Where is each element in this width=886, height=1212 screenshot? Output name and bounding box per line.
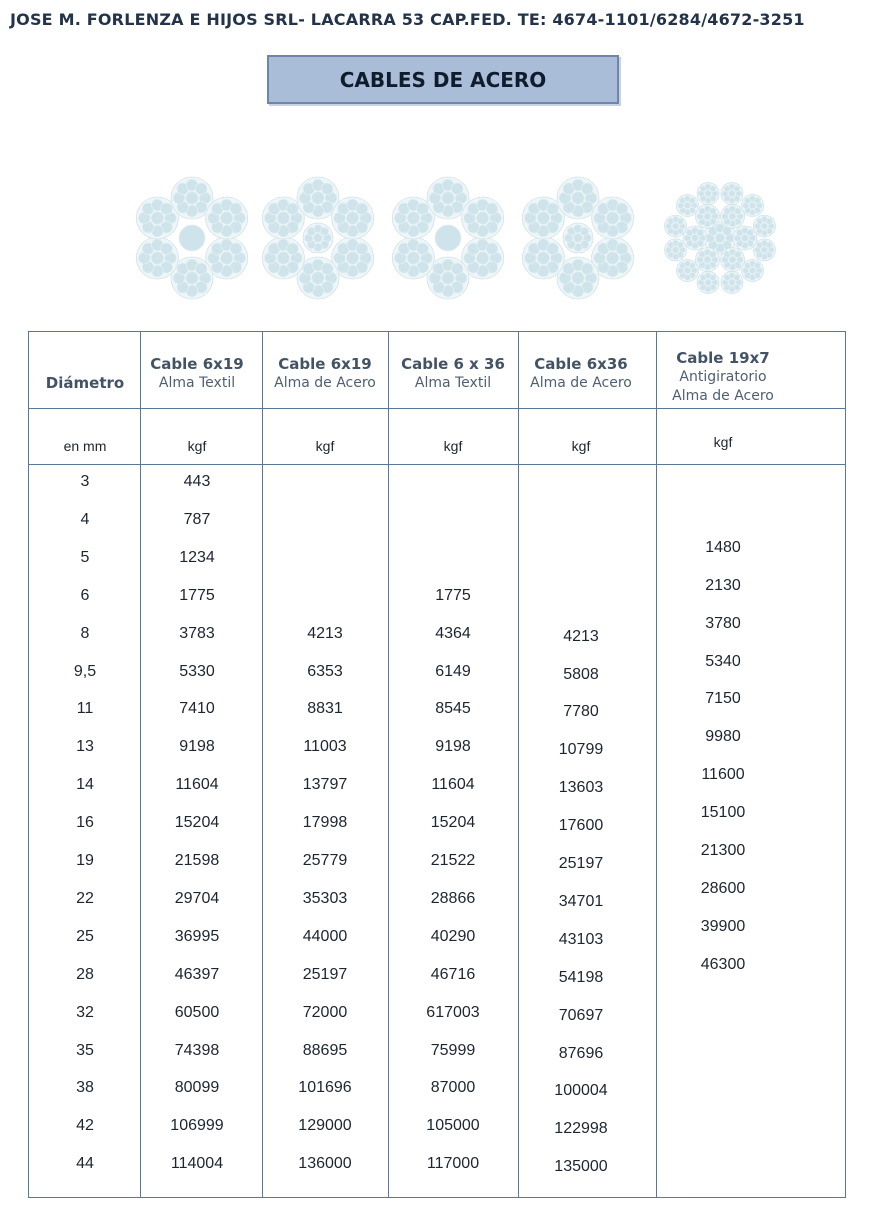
diameter-cell: 28	[76, 965, 94, 983]
diameter-cell: 4	[80, 510, 90, 528]
6x36-fiber-core-icon	[392, 177, 503, 299]
value-cell: 28866	[430, 889, 476, 907]
value-cell: 15100	[700, 804, 746, 822]
value-cell: 11604	[175, 776, 219, 794]
column-divider	[388, 332, 389, 1197]
diameter-cell: 16	[76, 814, 94, 832]
value-cell: 6353	[307, 662, 343, 680]
value-cell: 87696	[558, 1044, 604, 1062]
column-divider	[140, 332, 141, 1197]
rope-cross-sections	[130, 172, 790, 304]
diameter-cell: 44	[76, 1155, 94, 1173]
value-cell: 9198	[179, 738, 215, 756]
value-cell: 25197	[302, 965, 348, 983]
column-divider	[656, 332, 657, 1197]
diameter-cell: 35	[76, 1041, 94, 1059]
diameter-cell: 5	[80, 548, 90, 566]
value-cell: 8831	[307, 700, 343, 718]
column-unit: kgf	[187, 438, 207, 454]
value-cell: 5808	[563, 665, 599, 683]
value-cell: 1480	[705, 538, 741, 556]
value-cell: 443	[183, 473, 211, 490]
value-cell: 13797	[302, 776, 348, 794]
value-cell: 11600	[701, 766, 745, 784]
value-cell: 46300	[700, 955, 746, 973]
diameter-cell: 19	[76, 852, 94, 869]
value-cell: 7150	[705, 690, 741, 708]
value-cell: 9198	[435, 738, 471, 756]
value-cell: 5330	[179, 662, 215, 680]
6x19-steel-core-icon	[262, 177, 373, 299]
value-cell: 44000	[302, 927, 348, 945]
column-title: Cable 6x19	[278, 355, 372, 373]
value-cell: 787	[183, 510, 211, 528]
column-subtitle: Alma de Acero	[530, 375, 632, 391]
column-subtitle: Alma Textil	[414, 375, 492, 391]
value-cell: 46397	[174, 965, 220, 983]
value-cell: 2130	[705, 576, 741, 594]
value-cell: 70697	[558, 1006, 604, 1024]
value-cell: 35303	[302, 889, 348, 907]
diameter-cell: 3	[80, 473, 90, 490]
column-subtitle-2: Alma de Acero	[672, 388, 774, 404]
value-cell: 40290	[430, 927, 476, 945]
value-cell: 72000	[302, 1003, 348, 1021]
value-cell: 39900	[700, 917, 746, 935]
cable-strength-table	[28, 331, 846, 1198]
value-cell: 36995	[174, 927, 220, 945]
diameter-cell: 25	[76, 927, 94, 945]
diameter-cell: 22	[76, 889, 94, 907]
diameter-cell: 11	[76, 700, 94, 718]
value-cell: 122998	[554, 1120, 608, 1138]
value-cell: 15204	[430, 814, 476, 832]
value-cell: 25779	[302, 852, 348, 869]
company-header: JOSE M. FORLENZA E HIJOS SRL- LACARRA 53 CAP.FED. TE: 4674-1101/6284/4672-3251	[10, 10, 805, 29]
value-cell: 105000	[426, 1117, 480, 1135]
diameter-cell: 8	[80, 624, 90, 642]
column-title: Cable 6x36	[534, 355, 628, 373]
column-divider	[262, 332, 263, 1197]
value-cell: 17998	[302, 814, 348, 832]
value-cell: 21598	[174, 852, 220, 869]
value-cell: 617003	[426, 1003, 480, 1021]
value-cell: 117000	[426, 1155, 480, 1173]
diameter-cell: 13	[76, 738, 94, 756]
diameter-cell: 42	[76, 1117, 94, 1135]
value-cell: 25197	[558, 855, 604, 872]
value-cell: 28600	[700, 879, 746, 897]
column-subtitle: Alma de Acero	[274, 375, 376, 391]
row-divider	[29, 464, 845, 465]
value-cell: 80099	[174, 1079, 220, 1097]
diameter-cell: 9,5	[73, 662, 97, 680]
value-cell: 7780	[563, 703, 599, 721]
value-cell: 4364	[435, 624, 471, 642]
value-cell: 75999	[430, 1041, 476, 1059]
value-cell: 88695	[302, 1041, 348, 1059]
value-cell: 1234	[179, 548, 215, 566]
column-title: Cable 6x19	[150, 355, 244, 373]
column-unit: kgf	[571, 438, 591, 454]
column-unit: kgf	[443, 438, 463, 454]
value-cell: 60500	[174, 1003, 220, 1021]
value-cell: 10799	[558, 741, 604, 759]
value-cell: 43103	[558, 930, 604, 948]
value-cell: 3783	[179, 624, 215, 642]
value-cell: 114004	[170, 1155, 224, 1173]
column-subtitle: Antigiratorio	[679, 369, 767, 385]
diameter-cell: 32	[76, 1003, 94, 1021]
column-divider	[518, 332, 519, 1197]
column-unit: kgf	[315, 438, 335, 454]
diameter-cell: 14	[76, 776, 94, 794]
value-cell: 13603	[558, 779, 604, 797]
value-cell: 15204	[174, 814, 220, 832]
diameter-header: Diámetro	[45, 374, 125, 392]
value-cell: 17600	[558, 817, 604, 835]
value-cell: 100004	[554, 1082, 608, 1100]
value-cell: 5340	[705, 652, 741, 670]
value-cell: 21300	[700, 842, 746, 859]
diameter-unit: en mm	[63, 438, 107, 454]
value-cell: 101696	[298, 1079, 352, 1097]
value-cell: 34701	[558, 892, 604, 910]
column-title: Cable 6 x 36	[401, 355, 505, 373]
column-subtitle: Alma Textil	[158, 375, 236, 391]
value-cell: 11003	[303, 738, 347, 756]
value-cell: 87000	[430, 1079, 476, 1097]
row-divider	[29, 408, 845, 409]
value-cell: 129000	[298, 1117, 352, 1135]
19x7-rotation-resistant-icon	[665, 183, 776, 294]
value-cell: 4213	[307, 624, 343, 642]
value-cell: 11604	[431, 776, 475, 794]
diameter-cell: 6	[80, 586, 90, 604]
value-cell: 136000	[298, 1155, 352, 1173]
value-cell: 1775	[435, 586, 471, 604]
6x19-fiber-core-icon	[136, 177, 247, 299]
value-cell: 6149	[435, 662, 471, 680]
value-cell: 21522	[430, 852, 476, 869]
diameter-cell: 38	[76, 1079, 94, 1097]
value-cell: 29704	[174, 889, 220, 907]
value-cell: 1775	[179, 586, 215, 604]
value-cell: 106999	[170, 1117, 224, 1135]
6x36-steel-core-icon	[522, 177, 633, 299]
column-title: Cable 19x7	[676, 349, 770, 367]
column-unit: kgf	[713, 434, 733, 450]
value-cell: 8545	[435, 700, 471, 718]
value-cell: 3780	[705, 614, 741, 632]
value-cell: 4213	[563, 627, 599, 645]
value-cell: 7410	[179, 700, 215, 718]
value-cell: 46716	[430, 965, 476, 983]
value-cell: 54198	[558, 968, 604, 986]
page-title: CABLES DE ACERO	[267, 55, 619, 104]
value-cell: 74398	[174, 1041, 220, 1059]
value-cell: 9980	[705, 728, 741, 746]
value-cell: 135000	[554, 1158, 608, 1176]
